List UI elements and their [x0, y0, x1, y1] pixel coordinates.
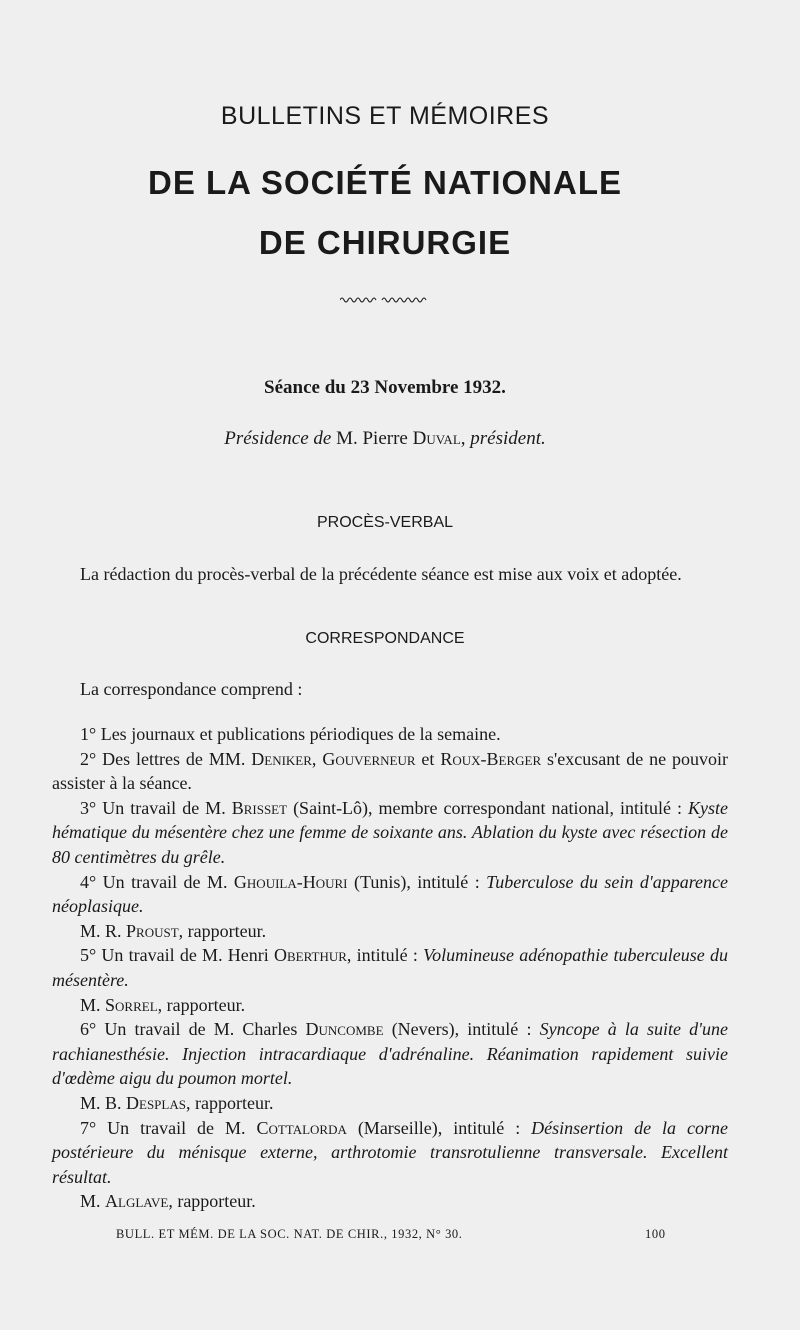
- author-name: Deniker: [251, 748, 312, 769]
- item-text: , rapporteur.: [185, 1092, 274, 1113]
- item-text: 3° Un travail de M.: [80, 797, 232, 818]
- correspondance-intro: La correspondance comprend :: [80, 679, 303, 699]
- list-item: [52, 1116, 728, 1190]
- list-item: [52, 796, 728, 870]
- presidence-role: président.: [470, 428, 546, 449]
- rapporteur-line: [52, 993, 728, 1018]
- seance-date: Séance du 23 Novembre 1932.: [264, 377, 506, 398]
- rapporteur-line: [52, 1189, 728, 1214]
- list-item: [52, 1017, 728, 1091]
- rapporteur-name: Sorrel: [105, 994, 158, 1015]
- item-text: 5° Un travail de M. Henri: [80, 945, 274, 966]
- presidence-middle: M. Pierre: [331, 428, 413, 449]
- item-text: 2° Des lettres de MM.: [80, 748, 252, 769]
- correspondance-intro-block: [52, 677, 728, 702]
- item-text: M. R.: [80, 920, 127, 941]
- item-text: , rapporteur.: [178, 920, 267, 941]
- item-text: M.: [80, 1191, 106, 1212]
- rapporteur-name: Proust: [126, 920, 179, 941]
- page-number: 100: [645, 1227, 666, 1241]
- item-text: (Marseille), intitulé :: [346, 1117, 532, 1138]
- correspondance-title: CORRESPONDANCE: [305, 630, 465, 647]
- item-text: , rapporteur.: [168, 1191, 256, 1212]
- ornament-divider: [340, 294, 428, 304]
- item-text: et: [415, 748, 441, 769]
- list-item: [52, 870, 728, 919]
- work-title: Volumineuse adénopathie tuberculeuse du mésentère.: [52, 945, 729, 990]
- work-title: Désinsertion de la corne postérieure du ménisque externe, arthrotomie transrotulienne transversale. Excellent résultat.: [52, 1117, 728, 1187]
- item-text: (Nevers), intitulé :: [383, 1019, 540, 1040]
- author-name: Cottalorda: [256, 1117, 347, 1138]
- item-text: (Tunis), intitulé :: [347, 871, 487, 892]
- presidence-sep: ,: [460, 428, 471, 449]
- list-item: 1° Les journaux et publications périodiques de la semaine.: [80, 724, 501, 744]
- item-text: ,: [311, 748, 323, 769]
- work-title: Kyste hématique du mésentère chez une femme de soixante ans. Ablation du kyste avec résection de 80 centimètres du grêle.: [52, 797, 728, 867]
- correspondance-list: [52, 722, 728, 1214]
- author-name: Duncombe: [305, 1019, 384, 1040]
- list-item: [52, 747, 728, 796]
- header-line-1: BULLETINS ET MÉMOIRES: [220, 102, 550, 130]
- footer-reference: BULL. ET MÉM. DE LA SOC. NAT. DE CHIR., 1932, N° 30.: [116, 1227, 463, 1241]
- item-text: 7° Un travail de M.: [80, 1117, 257, 1138]
- item-text: 6° Un travail de M. Charles: [80, 1019, 306, 1040]
- presidence-line: [0, 428, 770, 450]
- item-text: s'excusant de ne pouvoir assister à la séance.: [52, 748, 728, 794]
- item-text: (Saint-Lô), membre correspondant national, intitulé :: [287, 797, 688, 818]
- work-title: Tuberculose du sein d'apparence néoplasique.: [52, 871, 728, 917]
- author-name: Brisset: [231, 797, 288, 818]
- author-name: Oberthur: [274, 945, 347, 966]
- author-name: Ghouila-Houri: [233, 871, 348, 892]
- item-text: , intitulé :: [346, 945, 424, 966]
- work-title: Syncope à la suite d'une rachianesthésie. Injection intracardiaque d'adrénaline. Réanimation rapidement suivie d'œdème aigu du poumon mortel.: [52, 1019, 728, 1089]
- rapporteur-name: Desplas: [126, 1092, 186, 1113]
- item-text: , rapporteur.: [157, 994, 246, 1015]
- proces-verbal-body: [52, 562, 728, 587]
- item-text: 4° Un travail de M.: [80, 871, 234, 892]
- proces-verbal-title: PROCÈS-VERBAL: [316, 514, 454, 531]
- list-item: [52, 943, 728, 992]
- header-line-2: DE LA SOCIÉTÉ NATIONALE: [147, 164, 622, 201]
- item-text: M. B.: [80, 1092, 127, 1113]
- author-name: Roux-Berger: [440, 748, 542, 769]
- item-text: M.: [80, 994, 106, 1015]
- proces-verbal-text: La rédaction du procès-verbal de la précédente séance est mise aux voix et adoptée.: [80, 564, 682, 584]
- president-name: Duval: [412, 428, 461, 449]
- header-line-3: DE CHIRURGIE: [258, 224, 512, 261]
- rapporteur-line: [52, 919, 728, 944]
- author-name: Gouverneur: [322, 748, 416, 769]
- presidence-prefix: Présidence de: [224, 428, 332, 449]
- rapporteur-name: Alglave: [105, 1191, 169, 1212]
- rapporteur-line: [52, 1091, 728, 1116]
